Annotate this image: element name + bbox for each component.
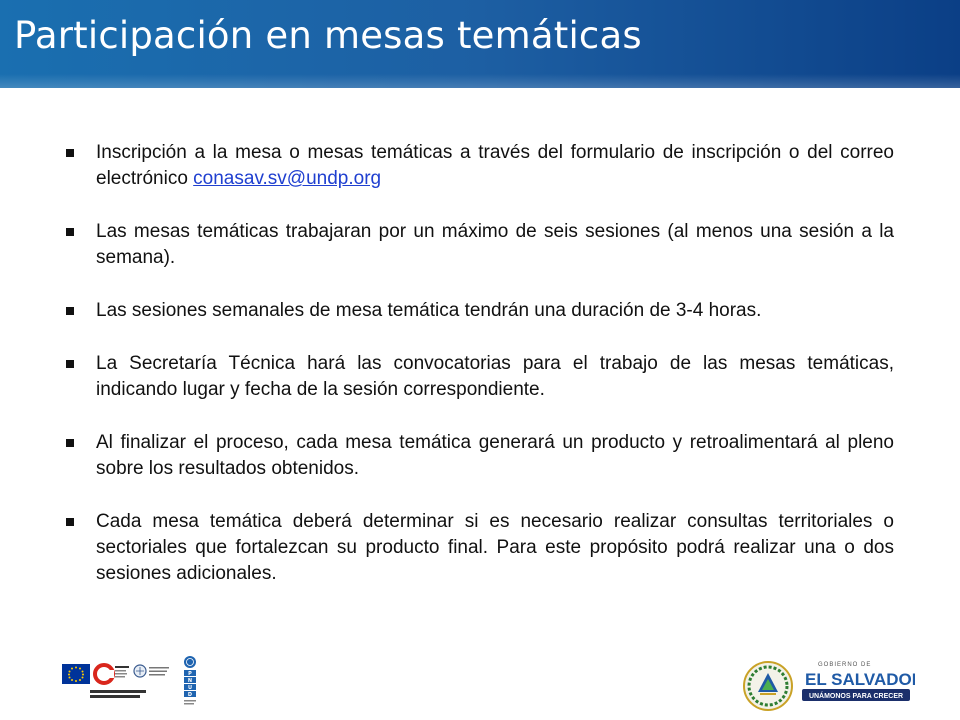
caption-line-icon xyxy=(90,695,140,698)
bullet-item xyxy=(66,430,894,482)
page-title: Participación en mesas temáticas xyxy=(14,14,642,57)
government-logos xyxy=(740,653,915,715)
bullet-item xyxy=(66,298,894,324)
svg-text:P: P xyxy=(188,671,192,677)
pnud-logo xyxy=(184,656,196,705)
bullet-text: Las mesas temáticas trabajaran por un máximo de seis sesiones (al menos una sesión a la semana). xyxy=(96,221,894,268)
bullet-item xyxy=(66,351,894,403)
square-bullet-icon xyxy=(66,439,74,447)
bullet-item xyxy=(66,219,894,271)
partner-logos xyxy=(60,654,210,710)
bullet-list xyxy=(66,140,894,614)
government-logos-graphic xyxy=(740,653,915,715)
square-bullet-icon xyxy=(66,149,74,157)
email-link[interactable]: conasav.sv@undp.org xyxy=(193,168,382,189)
gov-main-text: EL SALVADOR xyxy=(805,670,915,689)
caption-line-icon xyxy=(90,690,146,693)
title-bar xyxy=(0,0,960,88)
square-bullet-icon xyxy=(66,307,74,315)
square-bullet-icon xyxy=(66,228,74,236)
square-bullet-icon xyxy=(66,360,74,368)
gov-top-text: GOBIERNO DE xyxy=(818,662,872,668)
eu-flag-logo xyxy=(62,664,90,684)
bullet-text: Las sesiones semanales de mesa temática tendrán una duración de 3-4 horas. xyxy=(96,300,762,321)
bullet-text: Al finalizar el proceso, cada mesa temática generará un producto y retroalimentará al pleno sobre los resultados obtenidos. xyxy=(96,432,894,479)
aecid-logo xyxy=(95,665,129,683)
svg-text:N: N xyxy=(187,678,193,684)
oea-logo xyxy=(134,665,169,677)
bullet-text: Inscripción a la mesa o mesas temáticas a través del formulario de inscripción o del correo electrónico xyxy=(96,142,894,189)
bullet-text: La Secretaría Técnica hará las convocatorias para el trabajo de las mesas temáticas, indicando lugar y fecha de la sesión correspondiente. xyxy=(96,353,894,400)
bullet-item xyxy=(66,140,894,192)
gobierno-el-salvador-logo xyxy=(802,662,915,701)
svg-text:U: U xyxy=(187,685,193,691)
bullet-item xyxy=(66,509,894,587)
square-bullet-icon xyxy=(66,518,74,526)
gov-slogan-text: UNÁMONOS PARA CRECER xyxy=(808,693,904,700)
bullet-text: Cada mesa temática deberá determinar si es necesario realizar consultas territoriales o sectoriales que fortalezcan su producto final. Para este propósito podrá realizar una o dos sesiones adicionales. xyxy=(96,511,894,584)
svg-text:D: D xyxy=(187,692,193,698)
coat-of-arms-logo xyxy=(744,662,792,710)
